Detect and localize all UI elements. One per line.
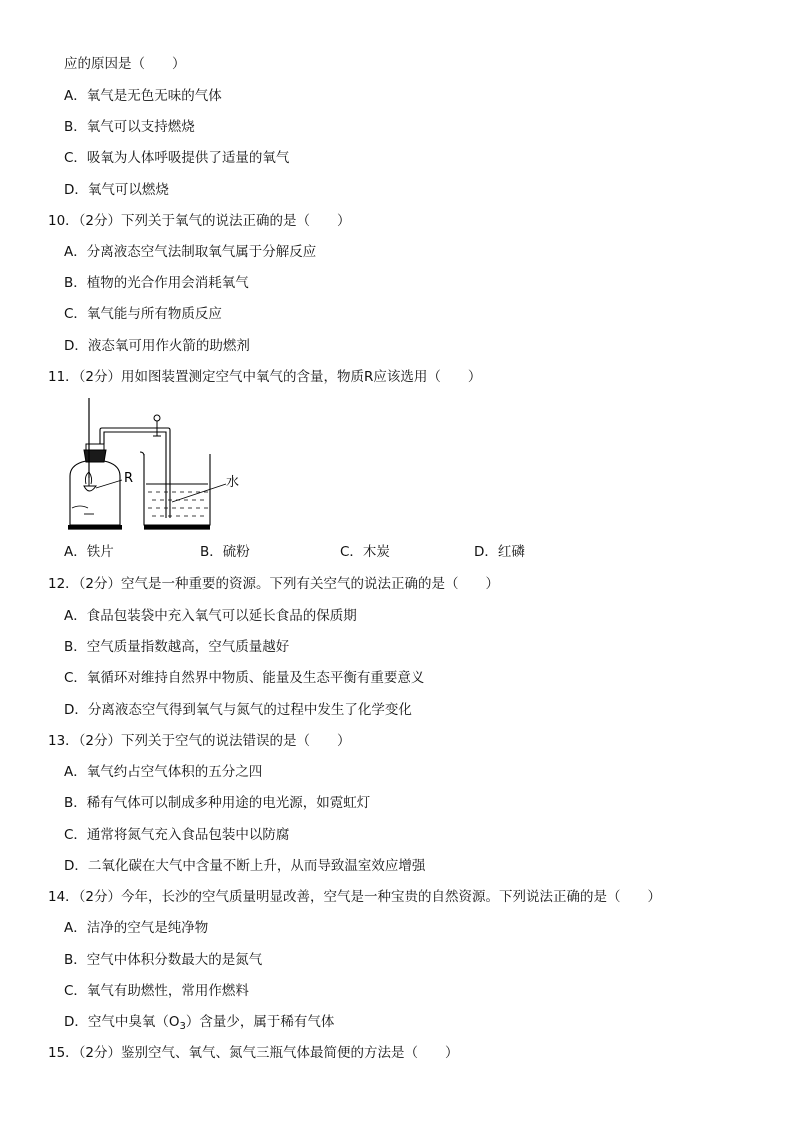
bottle-base-bar <box>68 525 122 529</box>
q10-option-b: B．植物的光合作用会消耗氧气 <box>64 275 249 291</box>
q12-option-c: C．氧循环对维持自然界中物质、能量及生态平衡有重要意义 <box>64 670 425 686</box>
question-11-stem: 11．（2分）用如图装置测定空气中氧气的含量，物质R应该选用（ ） <box>48 369 482 385</box>
rubber-stopper <box>84 450 106 462</box>
question-9-stem-continued: 应的原因是（ ） <box>64 56 186 72</box>
connecting-tube <box>100 428 170 518</box>
q14-option-c: C．氧气有助燃性，常用作燃料 <box>64 983 249 999</box>
question-14-stem: 14．（2分）今年，长沙的空气质量明显改善，空气是一种宝贵的自然资源。下列说法正确的是（ ） <box>48 889 662 905</box>
q11-option-b: B．硫粉 <box>200 544 250 560</box>
label-water: 水 <box>226 475 240 490</box>
q12-option-a: A．食品包装袋中充入氧气可以延长食品的保质期 <box>64 608 357 624</box>
ozone-subscript: 3 <box>179 1021 186 1032</box>
q14-option-b: B．空气中体积分数最大的是氮气 <box>64 952 263 968</box>
question-15-stem: 15．（2分）鉴别空气、氧气、氮气三瓶气体最简便的方法是（ ） <box>48 1045 459 1061</box>
q11-option-a: A．铁片 <box>64 544 114 560</box>
combustion-spoon <box>84 486 96 491</box>
spring-clamp <box>154 415 160 421</box>
q9-option-b: B．氧气可以支持燃烧 <box>64 119 195 135</box>
gas-bottle <box>70 460 120 525</box>
label-r: R <box>124 471 134 486</box>
q12-option-b: B．空气质量指数越高，空气质量越好 <box>64 639 290 655</box>
question-13-stem: 13．（2分）下列关于空气的说法错误的是（ ） <box>48 733 351 749</box>
q14-option-d <box>64 1013 334 1033</box>
water-dashes <box>148 492 208 516</box>
q14-option-a: A．洁净的空气是纯净物 <box>64 920 209 936</box>
q11-option-c: C．木炭 <box>340 544 390 560</box>
apparatus-figure <box>60 392 260 536</box>
beaker-base-bar <box>144 525 210 529</box>
q10-option-a: A．分离液态空气法制取氧气属于分解反应 <box>64 244 317 260</box>
q13-option-d: D．二氧化碳在大气中含量不断上升，从而导致温室效应增强 <box>64 858 426 874</box>
q13-option-c: C．通常将氮气充入食品包装中以防腐 <box>64 827 290 843</box>
beaker <box>144 454 210 525</box>
q9-option-d: D．氧气可以燃烧 <box>64 182 169 198</box>
q13-option-a: A．氧气约占空气体积的五分之四 <box>64 764 263 780</box>
q9-option-a: A．氧气是无色无味的气体 <box>64 88 222 104</box>
q13-option-b: B．稀有气体可以制成多种用途的电光源，如霓虹灯 <box>64 795 371 811</box>
q11-options-row <box>64 543 764 561</box>
q10-option-d: D．液态氧可用作火箭的助燃剂 <box>64 338 250 354</box>
q14-option-d-before: D．空气中臭氧（O <box>64 1014 180 1030</box>
q9-option-c: C．吸氧为人体呼吸提供了适量的氧气 <box>64 150 290 166</box>
question-10-stem: 10．（2分）下列关于氧气的说法正确的是（ ） <box>48 213 351 229</box>
q11-option-d: D．红磷 <box>474 544 525 560</box>
q14-option-d-after: ）含量少，属于稀有气体 <box>185 1014 335 1030</box>
q10-option-c: C．氧气能与所有物质反应 <box>64 306 222 322</box>
question-12-stem: 12．（2分）空气是一种重要的资源。下列有关空气的说法正确的是（ ） <box>48 576 500 592</box>
q12-option-d: D．分离液态空气得到氧气与氮气的过程中发生了化学变化 <box>64 702 412 718</box>
